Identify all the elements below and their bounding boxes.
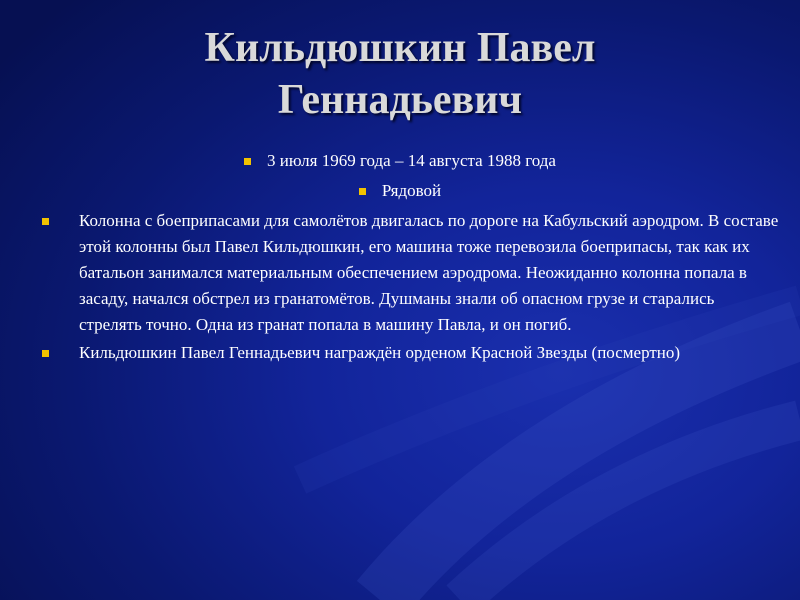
paragraph-text: Кильдюшкин Павел Геннадьевич награждён орденом Красной Звезды (посмертно) <box>79 343 681 362</box>
dates-text: 3 июля 1969 года – 14 августа 1988 года <box>267 151 556 170</box>
rank-text: Рядовой <box>381 181 442 200</box>
rank-item <box>0 176 800 206</box>
list-item <box>40 340 780 366</box>
list-item <box>40 208 780 338</box>
title-line-1: Кильдюшкин Павел <box>204 25 596 71</box>
bullet-square-icon <box>42 350 49 357</box>
title-line-2: Геннадьевич <box>277 77 523 123</box>
subtitle-list <box>0 146 800 206</box>
body-list <box>40 208 780 368</box>
paragraph-text: Колонна с боеприпасами для самолётов двигалась по дороге на Кабульский аэродром. В составе этой колонны был Павел Кильдюшкин, его машина тоже перевозила боеприпасы, так как их батальон занимался материальным обеспечением аэродрома. Неожиданно колонна попала в засаду, начался обстрел из гранатомётов. Душманы знали об опасном грузе и старались стрелять точно. Одна из гранат попала в машину Павла, и он погиб. <box>79 211 779 334</box>
slide-title <box>0 22 800 126</box>
bullet-square-icon <box>359 188 366 195</box>
dates-item <box>0 146 800 176</box>
bullet-square-icon <box>244 158 251 165</box>
bullet-square-icon <box>42 218 49 225</box>
